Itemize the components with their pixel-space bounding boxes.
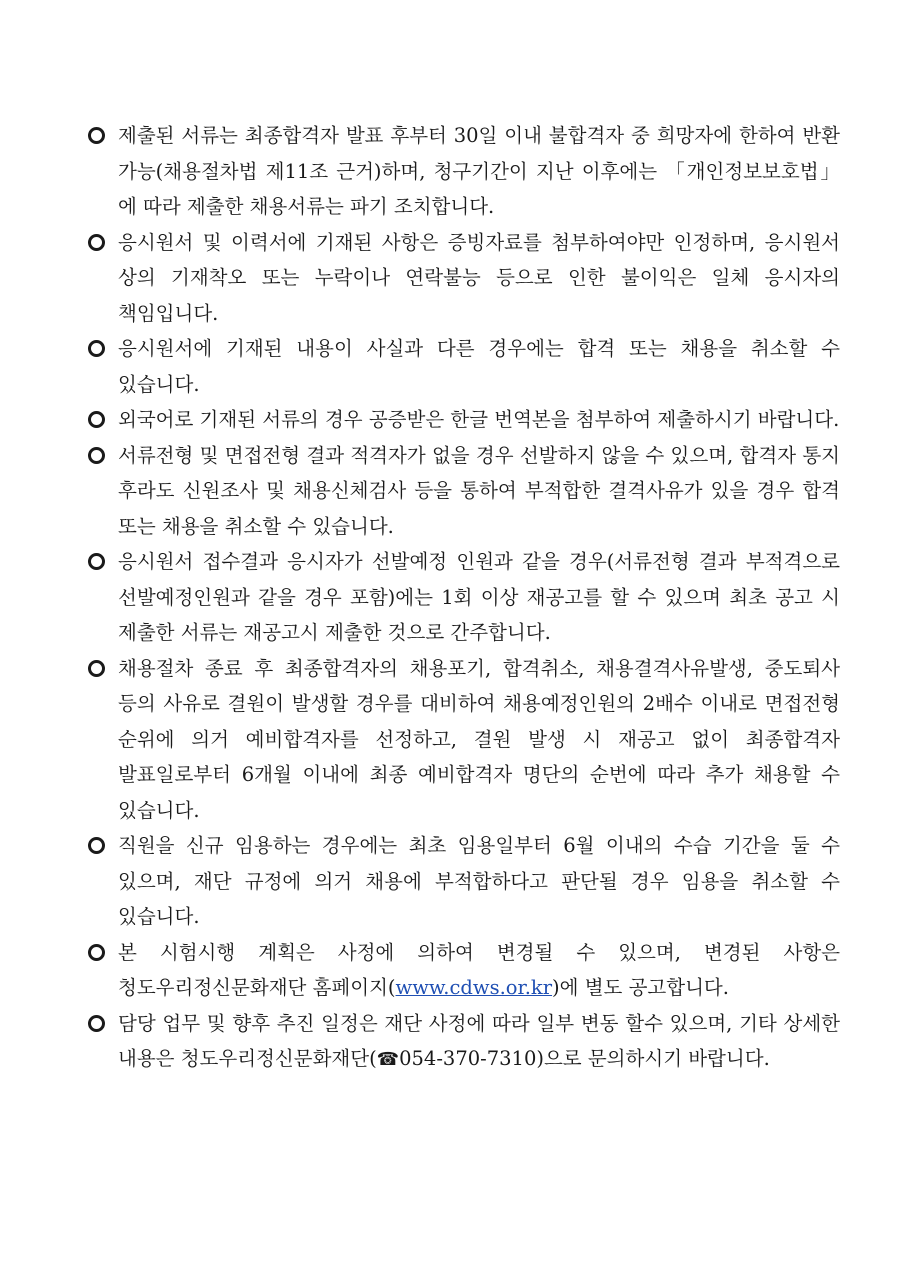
contact-phone-number: 054-370-7310 [399, 1047, 537, 1070]
notice-text: 응시원서에 기재된 내용이 사실과 다른 경우에는 합격 또는 채용을 취소할 수 있습니다. [118, 337, 840, 396]
notice-text: 서류전형 및 면접전형 결과 적격자가 없을 경우 선발하지 않을 수 있으며, 합격자 통지 후라도 신원조사 및 채용신체검사 등을 통하여 부적합한 결격사유가 있을 경우 합격 또는 채용을 취소할 수 있습니다. [118, 443, 840, 538]
notice-item [88, 828, 840, 935]
hollow-circle-bullet-icon [88, 660, 105, 677]
hollow-circle-bullet-icon [88, 447, 105, 464]
notice-text: 외국어로 기재된 서류의 경우 공증받은 한글 번역본을 첨부하여 제출하시기 바랍니다. [118, 408, 840, 431]
notice-item [88, 225, 840, 332]
hollow-circle-bullet-icon [88, 837, 105, 854]
notice-list [88, 118, 840, 1078]
hollow-circle-bullet-icon [88, 944, 105, 961]
notice-text: 제출된 서류는 최종합격자 발표 후부터 30일 이내 불합격자 중 희망자에 한하여 반환 가능(채용절차법 제11조 근거)하며, 청구기간이 지난 이후에는 「개인정보보호법」에 따라 제출한 채용서류는 파기 조치합니다. [118, 124, 840, 218]
notice-text: 응시원서 및 이력서에 기재된 사항은 증빙자료를 첨부하여야만 인정하며, 응시원서 상의 기재착오 또는 누락이나 연락불능 등으로 인한 불이익은 일체 응시자의 책임입니다. [118, 230, 840, 325]
notice-item [88, 651, 840, 829]
homepage-notice-text-before: 본 시험시행 계획은 사정에 의하여 변경될 수 있으며, 변경된 사항은 청도우리정신문화재단 홈페이지( [118, 940, 840, 999]
hollow-circle-bullet-icon [88, 411, 105, 428]
hollow-circle-bullet-icon [88, 340, 105, 357]
contact-notice-text-before: 담당 업무 및 향후 추진 일정은 재단 사정에 따라 일부 변동 할수 있으며, 기타 상세한 내용은 청도우리정신문화재단( [118, 1011, 840, 1070]
hollow-circle-bullet-icon [88, 234, 105, 251]
homepage-notice-text-after: )에 별도 공고합니다. [552, 976, 729, 999]
homepage-link[interactable]: www.cdws.or.kr [395, 976, 553, 999]
notice-item [88, 118, 840, 225]
telephone-icon: ☎ [376, 1049, 400, 1070]
contact-notice [88, 1006, 840, 1078]
hollow-circle-bullet-icon [88, 553, 105, 570]
notice-text: 응시원서 접수결과 응시자가 선발예정 인원과 같을 경우(서류전형 결과 부적격으로 선발예정인원과 같을 경우 포함)에는 1회 이상 재공고를 할 수 있으며 최초 공고 시 제출한 서류는 재공고시 제출한 것으로 간주합니다. [118, 550, 840, 644]
contact-notice-text-after: )으로 문의하시기 바랍니다. [536, 1047, 770, 1070]
hollow-circle-bullet-icon [88, 127, 105, 144]
notice-item [88, 438, 840, 545]
notice-text: 채용절차 종료 후 최종합격자의 채용포기, 합격취소, 채용결격사유발생, 중도퇴사 등의 사유로 결원이 발생할 경우를 대비하여 채용예정인원의 2배수 이내로 면접전형 순위에 의거 예비합격자를 선정하고, 결원 발생 시 재공고 없이 최종합격자 발표일로부터 6개월 이내에 최종 예비합격자 명단의 순번에 따라 추가 채용할 수 있습니다. [118, 656, 840, 822]
hollow-circle-bullet-icon [88, 1015, 105, 1032]
homepage-notice [88, 935, 840, 1006]
notice-item [88, 402, 840, 438]
notice-item [88, 544, 840, 651]
notice-item [88, 331, 840, 402]
notice-text: 직원을 신규 임용하는 경우에는 최초 임용일부터 6월 이내의 수습 기간을 둘 수 있으며, 재단 규정에 의거 채용에 부적합하다고 판단될 경우 임용을 취소할 수 있습니다. [118, 834, 840, 928]
